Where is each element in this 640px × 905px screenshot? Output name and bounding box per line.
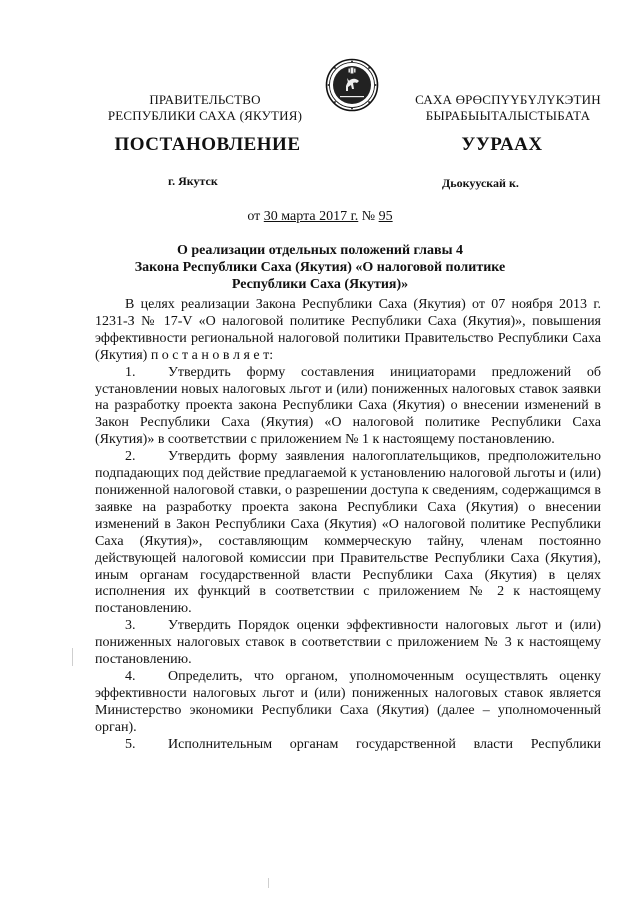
coat-of-arms-icon: [325, 58, 379, 112]
subject-line2: Закона Республики Саха (Якутия) «О налоговой политике: [134, 260, 506, 275]
scan-artifact: [268, 878, 269, 888]
header-right-line2: БЫРАБЫЫТАЛЫСТЫБАТА: [425, 108, 591, 123]
item-3-number: 3.: [125, 618, 136, 634]
header-left: [100, 92, 310, 124]
subject-line1: О реализации отдельных положений главы 4: [176, 243, 464, 258]
city-ru: г. Якутск: [168, 174, 218, 188]
item-2-text: Утвердить форму заявления налогоплательщиков, предположительно подпадающих под действие предлагаемой к установлению налоговой льготы и (или) пониженной налоговой ставки, о разрешении доступа к сведениям, содержащимся в заявке на разработку проекта закона Республики Саха (Якутия) о внесении изменений в Закон Республики Саха (Якутия) «О налоговой политике Республики Саха (Якутия)», составляющим коммерческую тайну, членам постоянно действующей налоговой комиссии при Правительстве Республики Саха (Якутия), иным органам государственной власти Республики Саха (Якутия) в целях исполнения их функций в соответствии с приложением № 2 к настоящему постановлению.: [95, 449, 601, 617]
item-2: [95, 449, 601, 618]
scan-artifact: [72, 648, 73, 666]
date-number-label: №: [358, 209, 379, 224]
item-5-number: 5.: [125, 736, 136, 752]
header-right: [398, 92, 618, 124]
item-1-number: 1.: [125, 364, 136, 380]
preamble: В целях реализации Закона Республики Саха (Якутия) от 07 ноября 2013 г. 1231-З № 17-V «О налоговой политике Республики Саха (Якутия)», повышения эффективности региональной налоговой политики Правительство Республики Саха (Якутия) п о с т а н о в л я е т:: [95, 297, 601, 363]
item-3-text: Утвердить Порядок оценки эффективности налоговых льгот и (или) пониженных налоговых ставок в соответствии с приложением № 3 к настоящему постановлению.: [95, 618, 601, 668]
date-value: 30 марта 2017 г.: [263, 209, 359, 224]
item-5-text: Исполнительным органам государственной власти Республики: [168, 736, 601, 752]
item-4-number: 4.: [125, 668, 136, 684]
date-number: 95: [378, 209, 393, 224]
item-2-number: 2.: [125, 449, 136, 465]
item-1: [95, 365, 601, 450]
document-subject: [110, 242, 530, 293]
header-left-line2: РЕСПУБЛИКИ САХА (ЯКУТИЯ): [107, 108, 303, 123]
item-5: [95, 737, 601, 754]
header-right-line1: САХА ӨРӨСПҮҮБҮЛҮКЭТИН: [415, 92, 601, 107]
title-ru: ПОСТАНОВЛЕНИЕ: [114, 134, 301, 155]
date-prefix: от: [247, 209, 264, 224]
item-3: [95, 618, 601, 669]
item-4-text: Определить, что органом, уполномоченным осуществлять оценку эффективности налоговых льгот и (или) пониженных налоговых ставок является Министерство экономики Республики Саха (Якутия) (далее – уполномоченный орган).: [95, 668, 601, 735]
item-1-text: Утвердить форму составления инициаторами предложений об установлении новых налоговых льгот и (или) пониженных налоговых ставок заявки на разработку проекта закона Республики Саха (Якутия) о внесении изменений в Закон Республики Саха (Якутия) «О налоговой политике Республики Саха (Якутия)» в соответствии с приложением № 1 к настоящему постановлению.: [95, 364, 601, 448]
document-body: [95, 297, 601, 753]
header-left-line1: ПРАВИТЕЛЬСТВО: [149, 92, 261, 107]
document-date: [0, 209, 640, 225]
item-4: [95, 669, 601, 737]
title-sakha: УУРААХ: [461, 134, 543, 155]
city-sakha: Дьокуускай к.: [442, 176, 519, 190]
subject-line3: Республики Саха (Якутия)»: [231, 277, 409, 292]
